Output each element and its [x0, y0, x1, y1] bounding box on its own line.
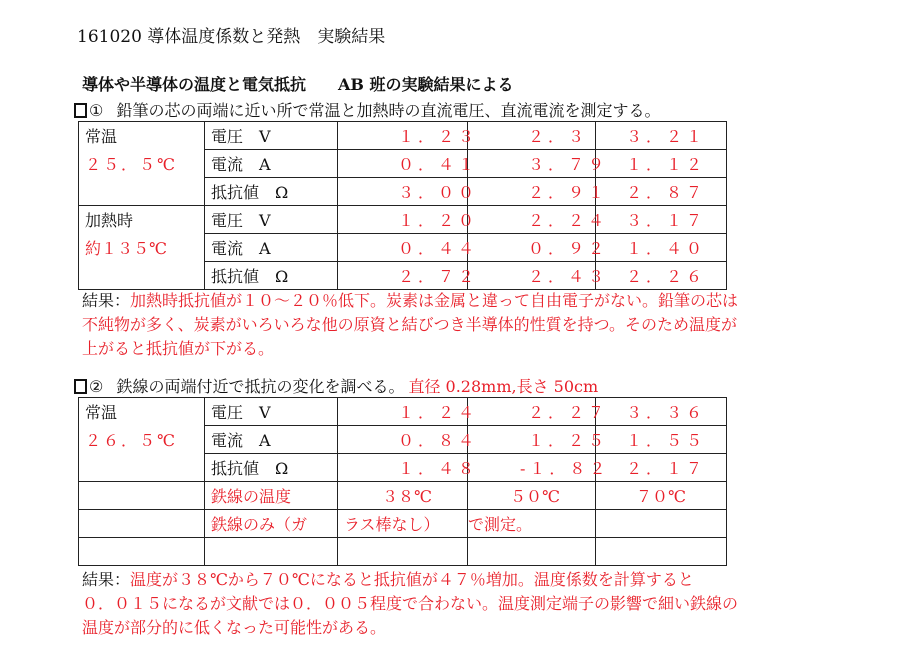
value-cell: ３．３６ [596, 398, 727, 426]
row-label: 抵抗値 Ω [205, 178, 338, 206]
value-cell: １．４８ [338, 454, 468, 482]
exp2-heading-note: 直径 0.28mm,長さ 50cm [408, 377, 599, 396]
empty-cell [79, 510, 205, 538]
exp1-heading: 鉛筆の芯の両端に近い所で常温と加熱時の直流電圧、直流電流を測定する。 [116, 101, 661, 120]
exp2-heading: 鉄線の両端付近で抵抗の変化を調べる。 [116, 377, 405, 396]
value-cell: １．２０ [338, 206, 468, 234]
exp1-heading-line [74, 98, 660, 121]
value-cell: ０．８４ [338, 426, 468, 454]
group-label: 加熱時 [79, 206, 205, 234]
exp2-heading-line [74, 374, 598, 397]
table-row [79, 150, 727, 178]
empty-cell [468, 538, 596, 566]
group-label: 常温 [79, 122, 205, 150]
value-cell: ０．９２ [468, 234, 596, 262]
row-label: 電流 A [205, 150, 338, 178]
empty-cell [79, 454, 205, 482]
value-cell: ２．９１ [468, 178, 596, 206]
empty-cell [338, 538, 468, 566]
table-row [79, 122, 727, 150]
value-cell: １．２３ [338, 122, 468, 150]
value-cell: １．１２ [596, 150, 727, 178]
value-cell: ２．１７ [596, 454, 727, 482]
group-label: 常温 [79, 398, 205, 426]
value-cell: ０．４１ [338, 150, 468, 178]
empty-cell [596, 510, 727, 538]
temp-value-cell: ５０℃ [468, 482, 596, 510]
checkbox-icon [74, 379, 87, 394]
note-cell: で測定。 [468, 510, 596, 538]
page-title: 161020 導体温度係数と発熱 実験結果 [77, 27, 386, 47]
checkbox-icon [74, 103, 87, 118]
table-row [79, 206, 727, 234]
note-cell: ラス棒なし） [338, 510, 468, 538]
table-row [79, 538, 727, 566]
section-subtitle: 導体や半導体の温度と電気抵抗 AB 班の実験結果による [82, 75, 514, 94]
result-text: ０．０１５になるが文献では０．００５程度で合わない。温度測定端子の影響で細い鉄線の [82, 594, 739, 613]
value-cell: ３．００ [338, 178, 468, 206]
group-condition: 約１３５℃ [79, 234, 205, 262]
row-label: 抵抗値 Ω [205, 262, 338, 290]
temp-value-cell: ７０℃ [596, 482, 727, 510]
result-text: 上がると抵抗値が下がる。 [82, 339, 275, 358]
value-cell: ２．２７ [468, 398, 596, 426]
result-text: 加熱時抵抗値が１０～２０％低下。炭素は金属と違って自由電子がない。鉛筆の芯は [130, 291, 739, 310]
empty-cell [79, 482, 205, 510]
group-condition: ２５．５℃ [79, 150, 205, 178]
value-cell: -１．８２ [468, 454, 596, 482]
value-cell: ３．１７ [596, 206, 727, 234]
value-cell: ３．７９ [468, 150, 596, 178]
result-text: 温度が３８℃から７０℃になると抵抗値が４７％増加。温度係数を計算すると [130, 570, 694, 589]
value-cell: ２．２６ [596, 262, 727, 290]
group-condition: ２６．５℃ [79, 426, 205, 454]
row-label: 電流 A [205, 426, 338, 454]
row-label: 電流 A [205, 234, 338, 262]
temp-value-cell: ３８℃ [338, 482, 468, 510]
value-cell: ２．３ [468, 122, 596, 150]
exp2-table [78, 397, 727, 566]
row-label: 電圧 V [205, 398, 338, 426]
exp1-result [82, 289, 822, 361]
table-row [79, 398, 727, 426]
table-row [79, 454, 727, 482]
result-label: 結果： [82, 291, 131, 310]
value-cell: １．２４ [338, 398, 468, 426]
value-cell: ３．２１ [596, 122, 727, 150]
exp2-number: ② [89, 377, 104, 396]
empty-cell [205, 538, 338, 566]
row-label: 抵抗値 Ω [205, 454, 338, 482]
result-label: 結果： [82, 570, 131, 589]
empty-cell [79, 262, 205, 290]
temp-row-label: 鉄線の温度 [205, 482, 338, 510]
result-text: 温度が部分的に低くなった可能性がある。 [82, 618, 387, 637]
value-cell: １．４０ [596, 234, 727, 262]
exp1-table [78, 121, 727, 290]
empty-cell [79, 178, 205, 206]
table-row [79, 482, 727, 510]
empty-cell [79, 538, 205, 566]
row-label: 電圧 V [205, 122, 338, 150]
result-text: 不純物が多く、炭素がいろいろな他の原資と結びつき半導体的性質を持つ。そのため温度が [82, 315, 738, 334]
exp2-result [82, 568, 822, 640]
empty-cell [596, 538, 727, 566]
table-row [79, 178, 727, 206]
row-label: 電圧 V [205, 206, 338, 234]
table-row [79, 426, 727, 454]
value-cell: １．５５ [596, 426, 727, 454]
table-row [79, 234, 727, 262]
exp1-number: ① [89, 101, 104, 120]
value-cell: ２．７２ [338, 262, 468, 290]
value-cell: ０．４４ [338, 234, 468, 262]
table-row [79, 510, 727, 538]
note-cell: 鉄線のみ（ガ [205, 510, 338, 538]
table-row [79, 262, 727, 290]
value-cell: ２．８７ [596, 178, 727, 206]
value-cell: ２．４３ [468, 262, 596, 290]
value-cell: １．２５ [468, 426, 596, 454]
value-cell: ２．２４ [468, 206, 596, 234]
